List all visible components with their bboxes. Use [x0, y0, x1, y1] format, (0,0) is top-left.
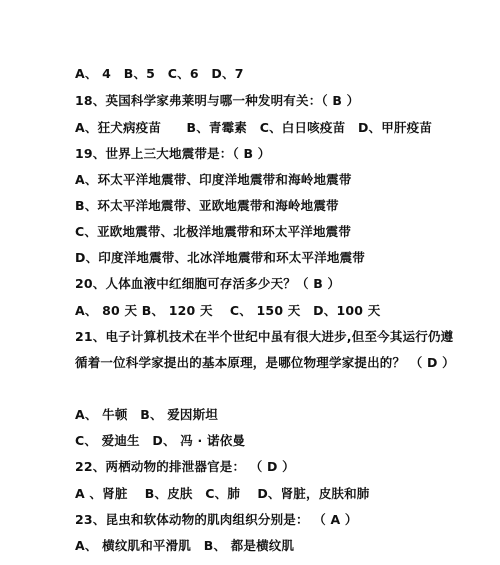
answer-options-23: A、 横纹肌和平滑肌 B、 都是横纹肌: [75, 538, 295, 553]
answer-options-22: A 、肾脏 B、皮肤 C、肺 D、肾脏，皮肤和肺: [75, 486, 370, 501]
answer-options-20: A、 80 天 B、 120 天 C、 150 天 D、100 天: [75, 303, 381, 318]
answer-options-18: A、狂犬病疫苗 B、青霉素 C、白日咳疫苗 D、甲肝疫苗: [75, 120, 433, 135]
answer-options-21-ab: A、 牛顿 B、 爱因斯坦: [75, 407, 219, 422]
option-19-b: B、环太平洋地震带、亚欧地震带和海岭地震带: [75, 198, 339, 213]
question-21-line-2: 循着一位科学家提出的基本原理，是哪位物理学家提出的？ （ D ）: [75, 355, 455, 370]
question-19: 19、世界上三大地震带是：（ B ）: [75, 146, 271, 161]
answer-options-17: A、 4 B、5 C、6 D、7: [75, 66, 244, 81]
question-21-line-1: 21、电子计算机技术在半个世纪中虽有很大进步,但至今其运行仍遵: [75, 329, 454, 344]
question-20: 20、人体血液中红细胞可存活多少天？（ B ）: [75, 276, 341, 291]
question-18: 18、英国科学家弗莱明与哪一种发明有关：（ B ）: [75, 93, 360, 108]
option-19-d: D、印度洋地震带、北冰洋地震带和环太平洋地震带: [75, 250, 365, 265]
answer-options-21-cd: C、 爱迪生 D、 冯 · 诺依曼: [75, 433, 246, 448]
option-19-a: A、环太平洋地震带、印度洋地震带和海岭地震带: [75, 172, 352, 187]
question-23: 23、昆虫和软体动物的肌肉组织分别是： （ A ）: [75, 512, 358, 527]
option-19-c: C、亚欧地震带、北极洋地震带和环太平洋地震带: [75, 224, 352, 239]
question-22: 22、两栖动物的排泄器官是： （ D ）: [75, 459, 295, 474]
